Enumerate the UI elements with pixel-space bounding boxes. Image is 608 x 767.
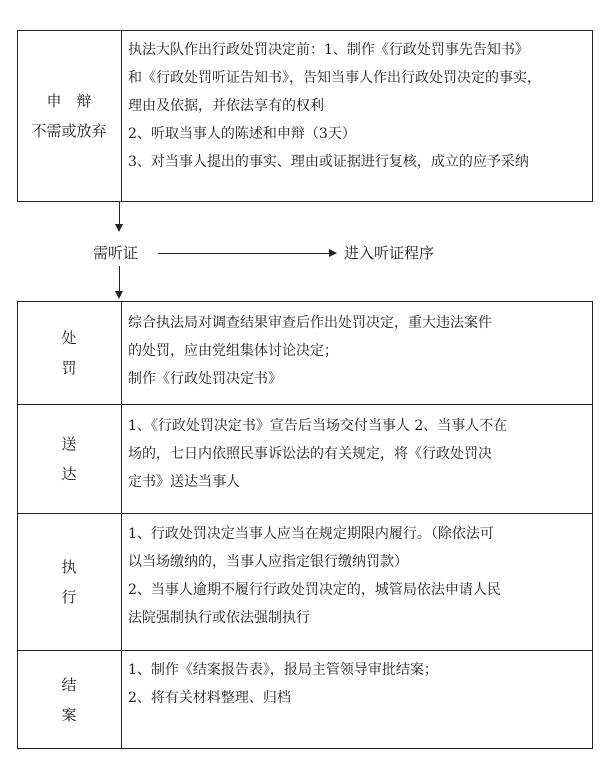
hearing-target: 进入听证程序 (344, 244, 435, 262)
connector-line-top (119, 202, 120, 226)
stage-label-char: 行 (61, 587, 77, 606)
defense-label (17, 30, 121, 202)
stage-label-char: 案 (61, 705, 77, 724)
hearing-arrow-line (158, 253, 330, 254)
stage-label-char: 处 (61, 328, 77, 347)
defense-line: 理由及依据，并依法享有的权利 (128, 98, 324, 114)
stage-label-penalty (17, 301, 121, 404)
stage-line: 2、当事人逾期不履行行政处罚决定的，城管局依法申请人民 (128, 582, 501, 598)
stage-line: 以当场缴纳的，当事人应指定银行缴纳罚款） (128, 554, 408, 570)
stage-label-char: 送 (61, 434, 77, 453)
defense-line: 和《行政处罚听证告知书》，告知当事人作出行政处罚决定的事实， (128, 70, 541, 86)
stage-line: 2、将有关材料整理、归档 (128, 690, 291, 706)
defense-content (128, 36, 590, 176)
defense-line: 执法大队作出行政处罚决定前：1、制作《行政处罚事先告知书》 (128, 42, 529, 58)
stage-content-delivery (128, 412, 590, 496)
arrow-down-icon (115, 224, 123, 232)
arrow-right-icon (329, 249, 337, 257)
stage-line: 制作《行政处罚决定书》 (128, 371, 282, 387)
stage-line: 1、行政处罚决定当事人应当在规定期限内履行。（除依法可 (128, 526, 494, 542)
stage-label-char: 执 (61, 557, 77, 576)
stage-line: 1、《行政处罚决定书》宣告后当场交付当事人 2、当事人不在 (128, 418, 508, 434)
stage-line: 的处罚，应由党组集体讨论决定； (128, 343, 338, 359)
stage-label-closure (17, 650, 121, 749)
defense-line: 2、听取当事人的陈述和申辩（3天） (128, 126, 356, 142)
stage-line: 场的，七日内依照民事诉讼法的有关规定，将《行政处罚决 (128, 446, 492, 462)
stage-line: 综合执法局对调查结果审查后作出处罚决定，重大违法案件 (128, 315, 492, 331)
stage-line: 1、制作《结案报告表》，报局主管领导审批结案； (128, 662, 438, 678)
stage-content-closure (128, 656, 590, 712)
stage-label-delivery (17, 404, 121, 513)
stage-label-char: 结 (61, 675, 77, 694)
connector-line-bottom (119, 266, 120, 294)
defense-line: 3、对当事人提出的事实、理由或证据进行复核，成立的应予采纳 (128, 154, 529, 170)
stage-line: 定书》送达当事人 (128, 474, 240, 490)
stage-label-char: 达 (61, 464, 77, 483)
stage-line: 法院强制执行或依法强制执行 (128, 610, 310, 626)
stage-content-execution (128, 520, 590, 632)
stage-content-penalty (128, 309, 590, 393)
defense-divider (121, 30, 122, 202)
arrow-down-icon (115, 291, 123, 299)
stage-label-char: 罚 (61, 358, 77, 377)
stage-label-execution (17, 513, 121, 650)
defense-label-line2: 不需或放弃 (31, 122, 107, 140)
defense-label-line1: 申 辩 (46, 92, 92, 110)
process-table-divider (121, 301, 122, 749)
hearing-condition: 需听证 (93, 244, 139, 262)
